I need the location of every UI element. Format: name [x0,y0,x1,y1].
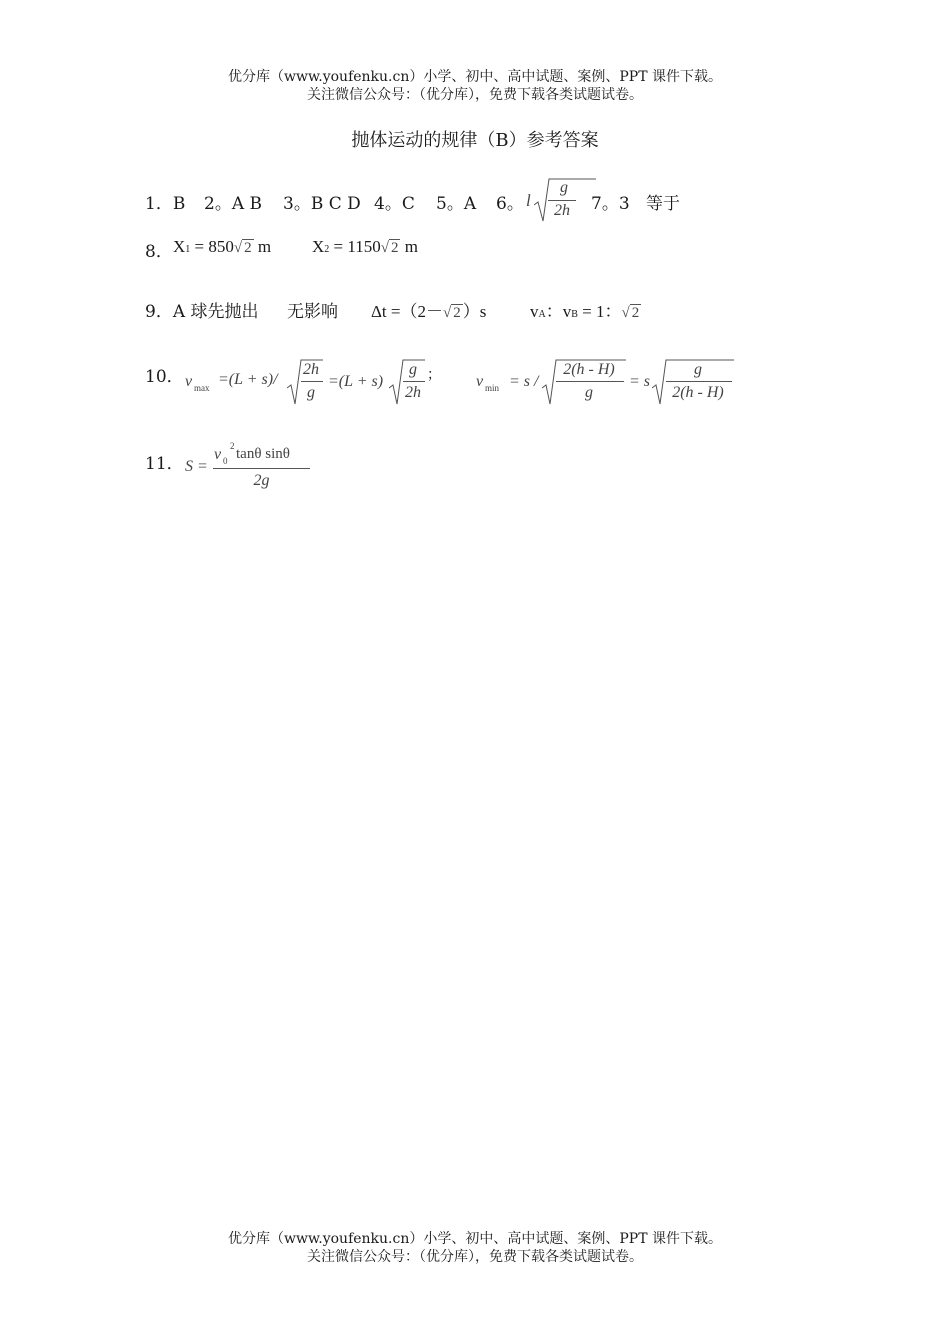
answer-3: 3。B C D [283,194,361,214]
fraction-bar [548,200,576,201]
header-line-2: 关注微信公众号：（优分库），免费下载各类试题试卷。 [307,87,643,103]
answer-11-label: 11． [145,454,184,474]
x2-unit: m [404,237,418,256]
answer-8-x1 [173,237,271,257]
dt-text: Δt =（2－ [371,302,443,321]
header-line-1: 优分库（www.youfenku.cn）小学、初中、高中试题、案例、PPT 课件下载。 [227,69,722,85]
fraction-bar [403,381,425,382]
dt-end: ）s [462,302,487,321]
eq2: =(L + s) [328,373,384,390]
footer-line-2: 关注微信公众号：（优分库），免费下载各类试题试卷。 [307,1249,643,1265]
answer-5: 5。A [436,194,477,214]
x1-value: = 850 [194,237,234,256]
answer-11-formula [185,440,325,496]
s-eq: S = [185,458,208,475]
dt-sqrt: √ 2 [443,305,461,321]
answer-7: 7。3 [591,194,630,214]
num-sub: 0 [223,456,228,466]
f4-den: 2(h - H) [672,384,724,401]
answer-7-text: 等于 [646,194,680,214]
num-v: v [214,446,222,463]
f2-den: 2h [405,384,421,401]
fraction-bar [301,381,323,382]
answer-9: 9．A 球先抛出 [145,302,259,322]
fraction-bar [666,381,732,382]
dt-rad: 2 [453,305,461,321]
vmin-sub: min [485,383,500,393]
answer-8-label: 8． [145,242,173,262]
a6-l: l [526,191,531,210]
x1-sqrt: √ 2 [233,240,252,256]
answer-10-label: 10． [145,367,184,387]
va-label: v [530,302,539,321]
ratio-sqrt: √ 2 [621,305,640,321]
semicolon: ； [427,367,441,383]
x1-unit: m [257,237,272,256]
den: 2g [253,472,270,489]
fraction-bar [556,381,624,382]
vmax-sub: max [194,383,210,393]
a6-den: 2h [554,202,570,219]
x1-label: X [173,237,186,256]
vmax-v: v [185,373,193,390]
vb-sub: B [571,309,578,320]
ratio-text: = 1： [582,302,622,321]
answer-2: 2。A B [204,194,262,214]
num-rest: tanθ sinθ [236,446,290,462]
a6-num: g [560,179,568,196]
answer-4: 4。C [374,194,415,214]
vmin-v: v [476,373,484,390]
answer-10-formula [185,356,745,410]
fraction-bar [213,468,310,469]
answer-8-x2 [312,237,418,257]
x1-rad: 2 [244,240,252,256]
footer-line-1: 优分库（www.youfenku.cn）小学、初中、高中试题、案例、PPT 课件下载。 [227,1231,722,1247]
eq1: =(L + s)/ [218,371,278,388]
num-sup: 2 [230,441,235,451]
answer-9-b: 无影响 [287,302,338,322]
page-title: 抛体运动的规律（B）参考答案 [351,130,599,151]
x2-sqrt: √ 2 [380,240,399,256]
f4-num: g [694,361,702,378]
x2-sub: 2 [324,244,330,255]
answer-1: 1．B [145,194,186,214]
x2-rad: 2 [390,240,399,256]
f1-den: g [307,384,315,401]
vb-label: ：v [545,302,572,321]
answer-9-ratio [530,297,641,322]
f3-den: g [585,384,593,401]
eq3: = s / [509,373,539,390]
ratio-rad: 2 [631,305,640,321]
va-sub: A [538,309,546,320]
answer-9-dt [371,297,486,322]
x2-value: = 1150 [333,237,381,256]
x1-sub: 1 [185,244,191,255]
f1-num: 2h [303,361,319,378]
x2-label: X [312,237,325,256]
eq4: = s [629,373,651,390]
answer-6-label: 6。 [496,194,524,214]
f3-num: 2(h - H) [563,361,615,378]
f2-num: g [409,361,417,378]
